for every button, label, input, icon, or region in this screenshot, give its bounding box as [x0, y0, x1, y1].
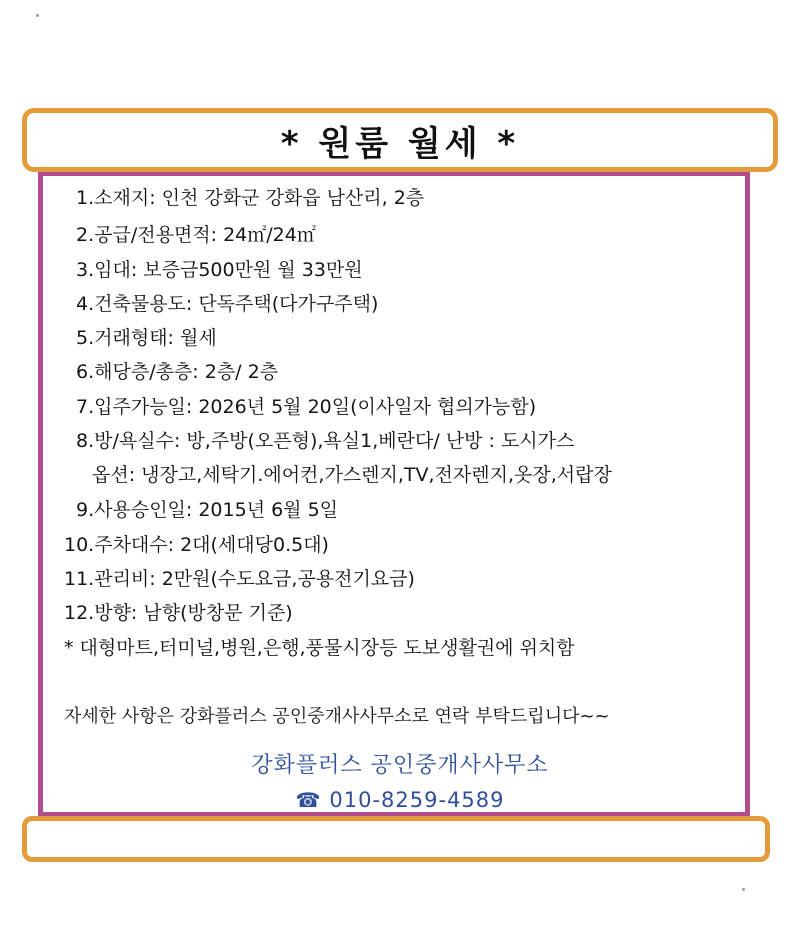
item-area: 2.공급/전용면적: 24㎡/24㎡ — [76, 224, 316, 246]
telephone-icon: ☎ — [295, 788, 322, 812]
scan-speck — [36, 14, 39, 17]
item-rooms: 8.방/욕실수: 방,주방(오픈형),욕실1,베란다/ 난방 : 도시가스 — [76, 430, 575, 452]
office-name: 강화플러스 공인중개사사무소 — [251, 753, 549, 778]
item-location: 1.소재지: 인천 강화군 강화읍 남산리, 2층 — [76, 187, 425, 209]
item-move-in-date: 7.입주가능일: 2026년 5월 20일(이사일자 협의가능함) — [76, 396, 537, 418]
item-transaction-type: 5.거래형태: 월세 — [76, 327, 217, 349]
bottom-banner — [22, 816, 770, 862]
item-parking: 10.주차대수: 2대(세대당0.5대) — [64, 534, 329, 556]
item-direction: 12.방향: 남향(방창문 기준) — [64, 602, 293, 624]
phone-row — [0, 788, 800, 812]
scan-speck — [742, 888, 745, 891]
item-rent: 3.임대: 보증금500만원 월 33만원 — [76, 259, 363, 281]
item-maintenance-fee: 11.관리비: 2만원(수도요금,공용전기요금) — [64, 568, 415, 590]
contact-message: 자세한 사항은 강화플러스 공인중개사사무소로 연락 부탁드립니다~~ — [64, 706, 610, 727]
item-nearby-note: * 대형마트,터미널,병원,은행,풍물시장등 도보생활권에 위치함 — [64, 637, 575, 659]
item-options: 옵션: 냉장고,세탁기.에어컨,가스렌지,TV,전자렌지,옷장,서랍장 — [92, 464, 612, 486]
title-banner — [22, 108, 778, 172]
item-approval-date: 9.사용승인일: 2015년 6월 5일 — [76, 499, 339, 521]
item-building-use: 4.건축물용도: 단독주택(다가구주택) — [76, 293, 379, 315]
phone-number: 010-8259-4589 — [329, 788, 505, 812]
page-title: * 원룸 월세 * — [280, 123, 520, 164]
item-floor: 6.해당층/총층: 2층/ 2층 — [76, 361, 279, 383]
